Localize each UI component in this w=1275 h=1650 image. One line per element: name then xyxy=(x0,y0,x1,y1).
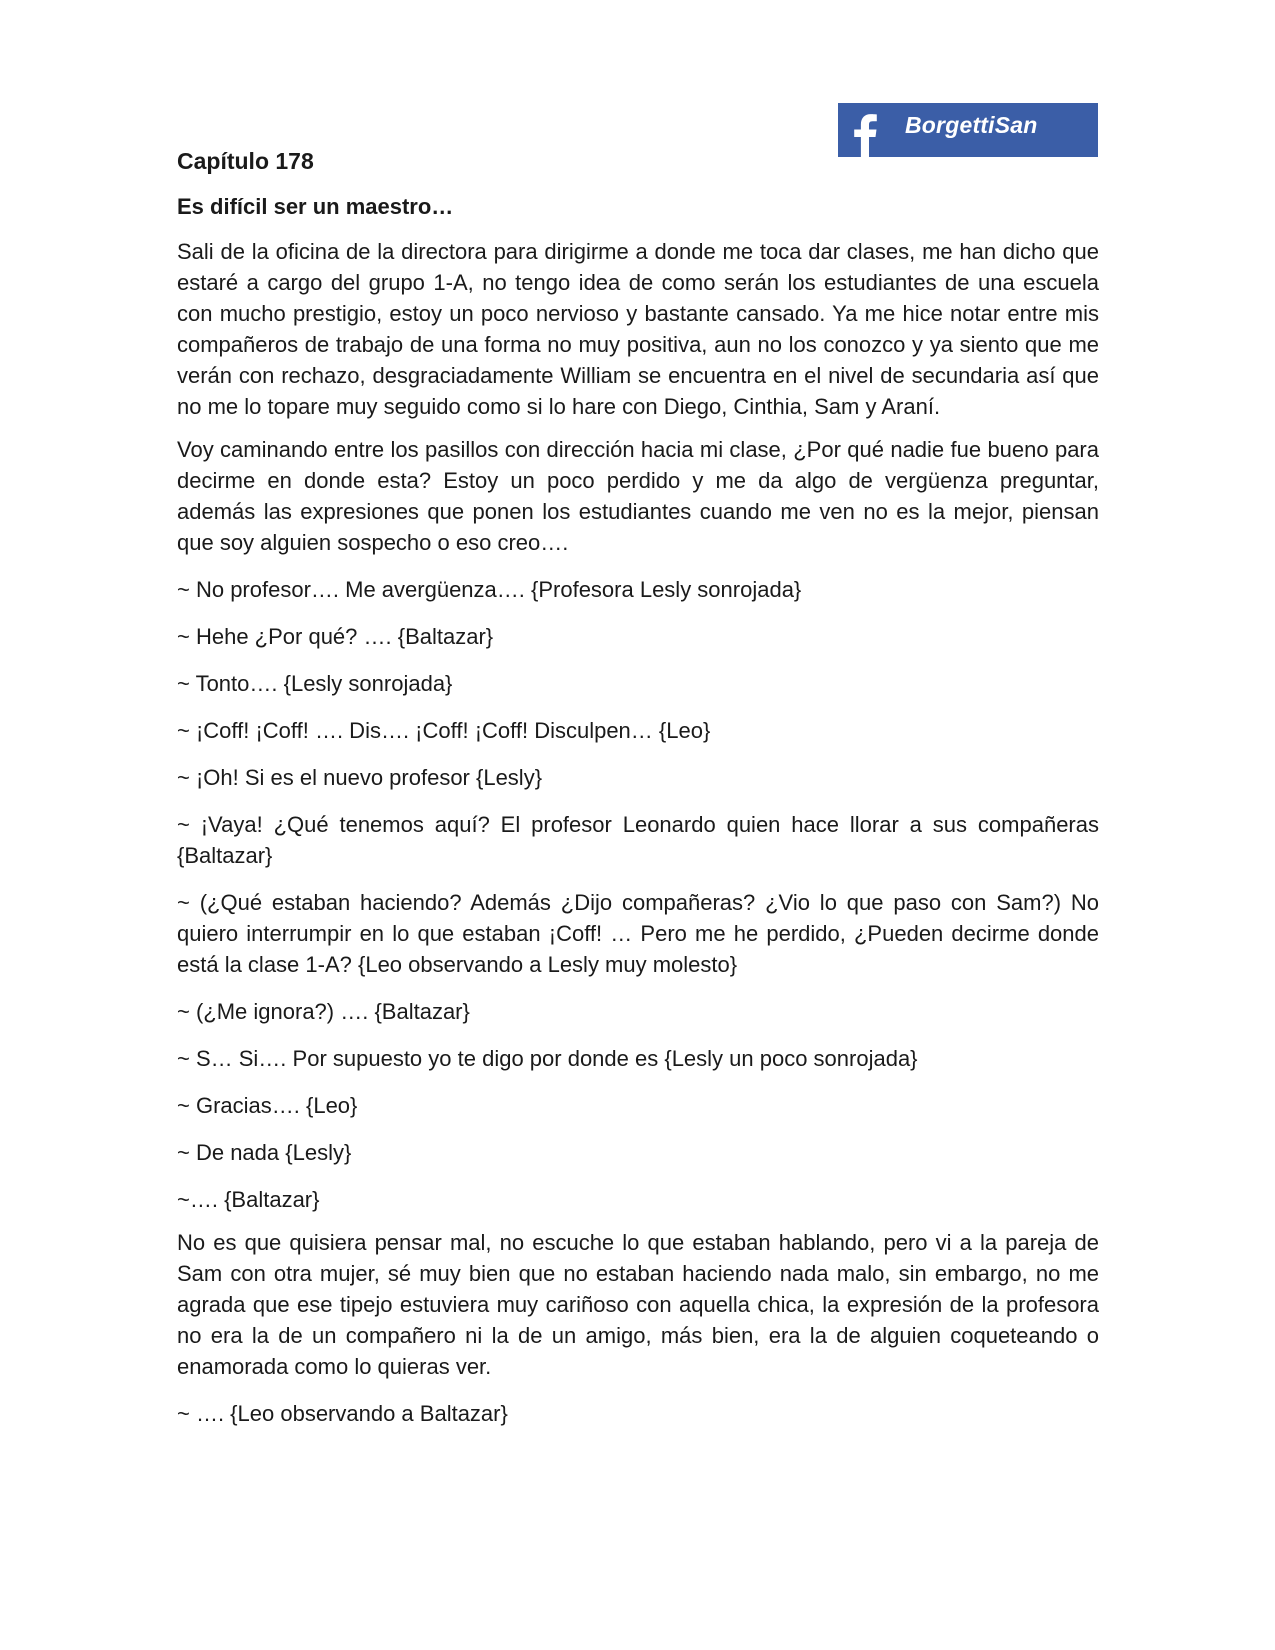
dialogue-line: ~ De nada {Lesly} xyxy=(177,1140,352,1165)
dialogue-line: ~ Hehe ¿Por qué? …. {Baltazar} xyxy=(177,624,494,649)
dialogue-line: ~ No profesor…. Me avergüenza…. {Profesora Lesly sonrojada} xyxy=(177,577,802,602)
document-body xyxy=(177,144,1099,1429)
dialogue-line: ~ S… Si…. Por supuesto yo te digo por donde es {Lesly un poco sonrojada} xyxy=(177,1046,918,1071)
dialogue-line: ~ (¿Me ignora?) …. {Baltazar} xyxy=(177,999,470,1024)
dialogue-line: ~ …. {Leo observando a Baltazar} xyxy=(177,1401,508,1426)
chapter-subtitle: Es difícil ser un maestro… xyxy=(177,194,454,219)
paragraph: Sali de la oficina de la directora para dirigirme a donde me toca dar clases, me han dicho que estaré a cargo del grupo 1-A, no tengo idea de como serán los estudiantes de una escuela con mucho prestigio, estoy un poco nervioso y bastante cansado. Ya me hice notar entre mis compañeros de trabajo de una forma no muy positiva, aun no los conozco y ya siento que me verán con rechazo, desgraciadamente William se encuentra en el nivel de secundaria así que no me lo topare muy seguido como si lo hare con Diego, Cinthia, Sam y Araní. xyxy=(177,239,1099,419)
dialogue-line: ~…. {Baltazar} xyxy=(177,1187,320,1212)
dialogue-line: ~ Tonto…. {Lesly sonrojada} xyxy=(177,671,453,696)
dialogue-line: ~ (¿Qué estaban haciendo? Además ¿Dijo compañeras? ¿Vio lo que paso con Sam?) No quiero interrumpir en lo que estaban ¡Coff! … Pero me he perdido, ¿Pueden decirme donde está la clase 1-A? {Leo observando a Lesly muy molesto} xyxy=(177,890,1099,977)
dialogue-line: ~ Gracias…. {Leo} xyxy=(177,1093,358,1118)
facebook-page-name: BorgettiSan xyxy=(905,111,1038,138)
paragraph: No es que quisiera pensar mal, no escuche lo que estaban hablando, pero vi a la pareja de Sam con otra mujer, sé muy bien que no estaban haciendo nada malo, sin embargo, no me agrada que ese tipejo estuviera muy cariñoso con aquella chica, la expresión de la profesora no era la de un compañero ni la de un amigo, más bien, era la de alguien coqueteando o enamorada como lo quieras ver. xyxy=(177,1230,1099,1379)
paragraph: Voy caminando entre los pasillos con dirección hacia mi clase, ¿Por qué nadie fue bueno para decirme en donde esta? Estoy un poco perdido y me da algo de vergüenza preguntar, además las expresiones que ponen los estudiantes cuando me ven no es la mejor, piensan que soy alguien sospecho o eso creo…. xyxy=(177,437,1099,555)
chapter-title: Capítulo 178 xyxy=(177,148,314,174)
dialogue-line: ~ ¡Coff! ¡Coff! …. Dis…. ¡Coff! ¡Coff! Disculpen… {Leo} xyxy=(177,718,711,743)
dialogue-line: ~ ¡Oh! Si es el nuevo profesor {Lesly} xyxy=(177,765,543,790)
dialogue-line: ~ ¡Vaya! ¿Qué tenemos aquí? El profesor Leonardo quien hace llorar a sus compañeras {Baltazar} xyxy=(177,812,1099,868)
